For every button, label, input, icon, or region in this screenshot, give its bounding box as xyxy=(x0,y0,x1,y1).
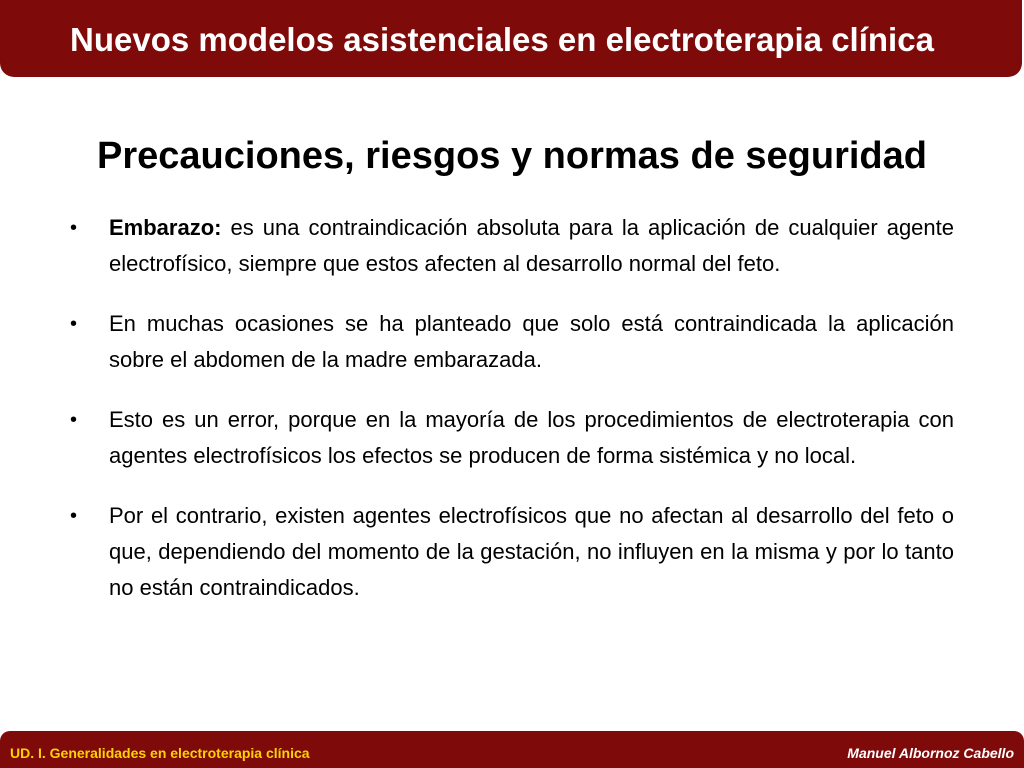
bullet-lead: Embarazo: xyxy=(109,215,222,240)
section-title: Precauciones, riesgos y normas de seguridad xyxy=(97,135,927,177)
bullet-text: Esto es un error, porque en la mayoría de los procedimientos de electroterapia con agentes electrofísicos los efectos se producen de forma sistémica y no local. xyxy=(109,407,954,468)
bullet-item xyxy=(70,498,954,606)
bullet-icon: • xyxy=(70,313,78,335)
bullet-text: es una contraindicación absoluta para la aplicación de cualquier agente electrofísico, siempre que estos afecten al desarrollo normal del feto. xyxy=(109,215,954,276)
bullet-icon: • xyxy=(70,505,78,527)
bullet-icon: • xyxy=(70,409,78,431)
bullet-text: En muchas ocasiones se ha planteado que solo está contraindicada la aplicación sobre el abdomen de la madre embarazada. xyxy=(109,311,954,372)
bullet-item xyxy=(70,306,954,378)
header-title: Nuevos modelos asistenciales en electroterapia clínica xyxy=(70,21,934,58)
bullet-list xyxy=(70,210,954,630)
bullet-item xyxy=(70,402,954,474)
footer-course-label: UD. I. Generalidades en electroterapia clínica xyxy=(10,745,310,761)
bullet-icon: • xyxy=(70,217,78,239)
footer-author-label: Manuel Albornoz Cabello xyxy=(847,745,1014,761)
bullet-item xyxy=(70,210,954,282)
bullet-text: Por el contrario, existen agentes electrofísicos que no afectan al desarrollo del feto o que, dependiendo del momento de la gestación, no influyen en la misma y por lo tanto no están contraindicados. xyxy=(109,503,954,600)
